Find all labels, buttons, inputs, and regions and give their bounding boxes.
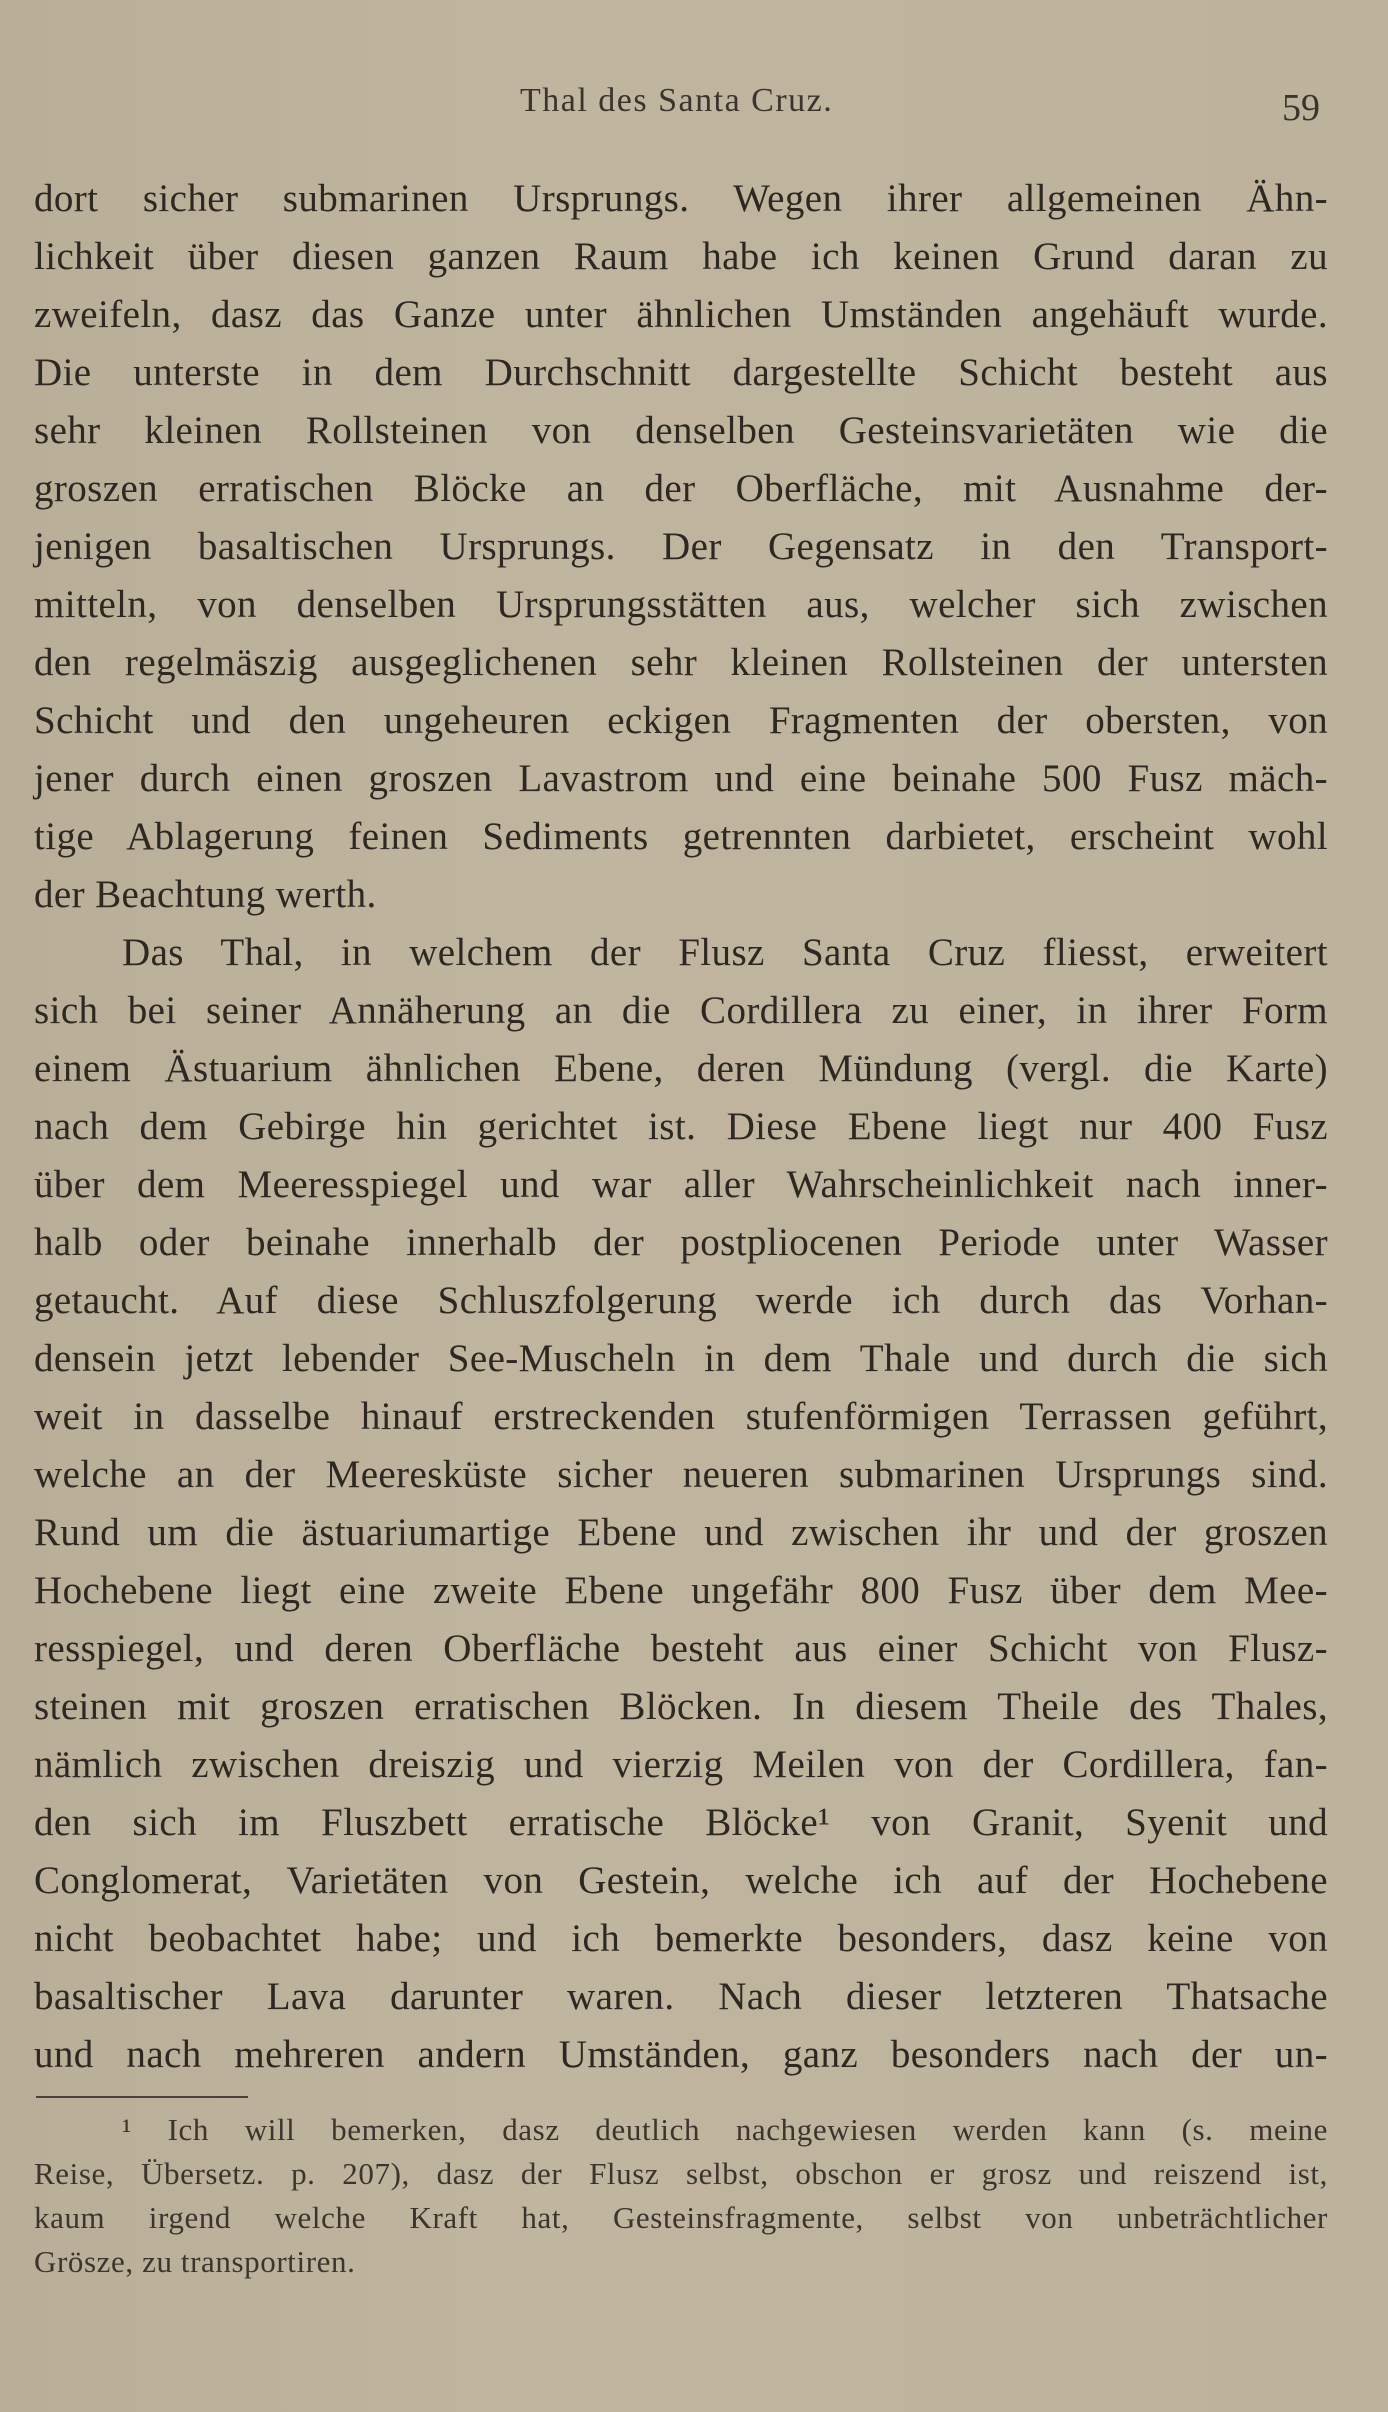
text-line: lichkeit über diesen ganzen Raum habe ich keinen Grund daran zu: [34, 235, 1328, 278]
footnote-divider: [36, 2096, 248, 2098]
text-line: Hochebene liegt eine zweite Ebene ungefähr 800 Fusz über dem Mee-: [34, 1569, 1328, 1612]
footnote-line: Reise, Übersetz. p. 207), dasz der Flusz selbst, obschon er grosz und reiszend ist,: [34, 2156, 1328, 2191]
text-line: densein jetzt lebender See-Muscheln in dem Thale und durch die sich: [34, 1337, 1328, 1380]
text-line: welche an der Meeresküste sicher neueren submarinen Ursprungs sind.: [34, 1453, 1328, 1496]
text-line: den regelmäszig ausgeglichenen sehr kleinen Rollsteinen der untersten: [34, 641, 1328, 684]
text-line-paragraph-end: der Beachtung werth.: [34, 873, 377, 916]
text-line: zweifeln, dasz das Ganze unter ähnlichen Umständen angehäuft wurde.: [34, 293, 1328, 336]
body-text: [34, 170, 1328, 2084]
text-line: dort sicher submarinen Ursprungs. Wegen ihrer allgemeinen Ähn-: [34, 177, 1328, 220]
text-line: resspiegel, und deren Oberfläche besteht aus einer Schicht von Flusz-: [34, 1627, 1328, 1670]
text-line-paragraph-start: Das Thal, in welchem der Flusz Santa Cruz fliesst, erweitert: [122, 931, 1328, 974]
text-line: jener durch einen groszen Lavastrom und eine beinahe 500 Fusz mäch-: [34, 757, 1328, 800]
text-line: steinen mit groszen erratischen Blöcken. In diesem Theile des Thales,: [34, 1685, 1328, 1728]
text-line: weit in dasselbe hinauf erstreckenden stufenförmigen Terrassen geführt,: [34, 1395, 1328, 1438]
text-line: und nach mehreren andern Umständen, ganz besonders nach der un-: [34, 2033, 1328, 2076]
footnotes: [34, 2108, 1328, 2284]
text-line: nicht beobachtet habe; und ich bemerkte besonders, dasz keine von: [34, 1917, 1328, 1960]
footnote-line: ¹ Ich will bemerken, dasz deutlich nachgewiesen werden kann (s. meine: [122, 2112, 1328, 2147]
text-line: tige Ablagerung feinen Sediments getrennten darbietet, erscheint wohl: [34, 815, 1328, 858]
running-title: Thal des Santa Cruz.: [520, 82, 834, 119]
text-line: einem Ästuarium ähnlichen Ebene, deren Mündung (vergl. die Karte): [34, 1047, 1328, 1090]
text-line: Schicht und den ungeheuren eckigen Fragmenten der obersten, von: [34, 699, 1328, 742]
running-head: [0, 82, 1388, 132]
text-line: nach dem Gebirge hin gerichtet ist. Diese Ebene liegt nur 400 Fusz: [34, 1105, 1328, 1148]
text-line: halb oder beinahe innerhalb der postpliocenen Periode unter Wasser: [34, 1221, 1328, 1264]
text-line: mitteln, von denselben Ursprungsstätten aus, welcher sich zwischen: [34, 583, 1328, 626]
text-line: basaltischer Lava darunter waren. Nach dieser letzteren Thatsache: [34, 1975, 1328, 2018]
page-number: 59: [1282, 87, 1320, 129]
text-line: über dem Meeresspiegel und war aller Wahrscheinlichkeit nach inner-: [34, 1163, 1328, 1206]
footnote-line: kaum irgend welche Kraft hat, Gesteinsfragmente, selbst von unbeträchtlicher: [34, 2200, 1328, 2235]
text-line: sehr kleinen Rollsteinen von denselben Gesteinsvarietäten wie die: [34, 409, 1328, 452]
text-line: groszen erratischen Blöcke an der Oberfläche, mit Ausnahme der-: [34, 467, 1328, 510]
text-line: sich bei seiner Annäherung an die Cordillera zu einer, in ihrer Form: [34, 989, 1328, 1032]
text-line: getaucht. Auf diese Schluszfolgerung werde ich durch das Vorhan-: [34, 1279, 1328, 1322]
text-line: Die unterste in dem Durchschnitt dargestellte Schicht besteht aus: [34, 351, 1328, 394]
text-line: den sich im Fluszbett erratische Blöcke¹ von Granit, Syenit und: [34, 1801, 1328, 1844]
footnote-line: Grösze, zu transportiren.: [34, 2244, 356, 2279]
text-line: jenigen basaltischen Ursprungs. Der Gegensatz in den Transport-: [34, 525, 1328, 568]
text-line: nämlich zwischen dreiszig und vierzig Meilen von der Cordillera, fan-: [34, 1743, 1328, 1786]
text-line: Conglomerat, Varietäten von Gestein, welche ich auf der Hochebene: [34, 1859, 1328, 1902]
text-line: Rund um die ästuariumartige Ebene und zwischen ihr und der groszen: [34, 1511, 1328, 1554]
